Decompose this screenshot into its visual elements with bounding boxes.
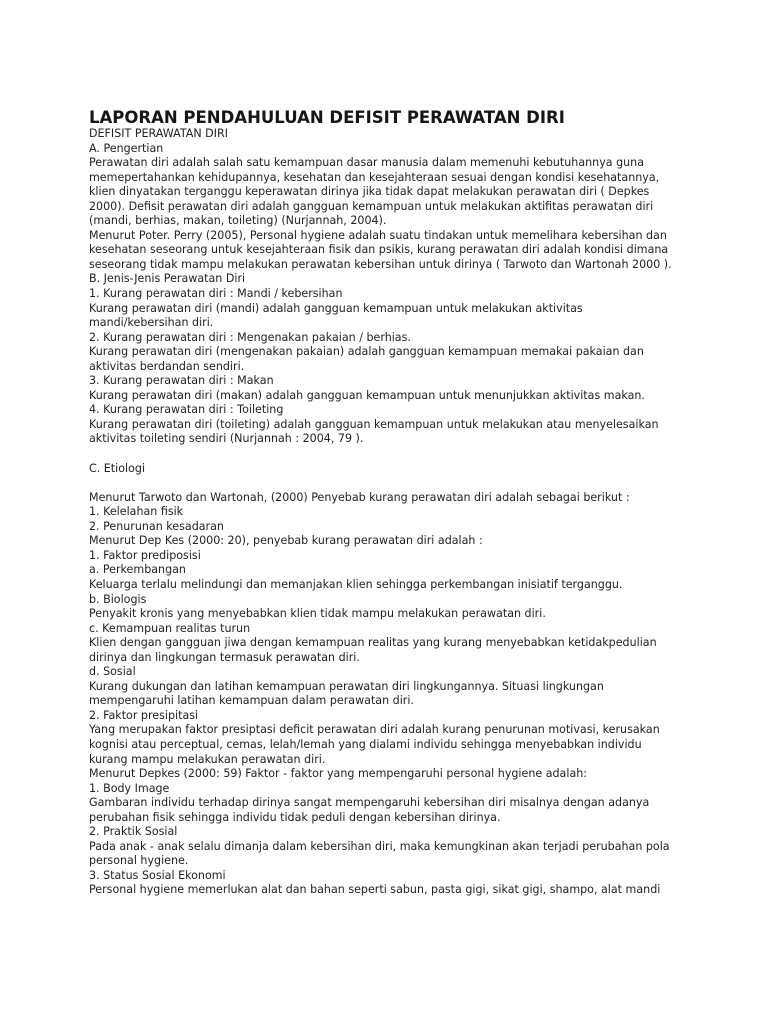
document-title: LAPORAN PENDAHULUAN DEFISIT PERAWATAN DIRI xyxy=(89,108,565,127)
text-line: Personal hygiene memerlukan alat dan bahan seperti sabun, pasta gigi, sikat gigi, shampo, alat mandi xyxy=(89,883,661,897)
text-line: a. Perkembangan xyxy=(89,563,186,577)
text-line: perubahan fisik sehingga individu tidak peduli dengan kebersihan dirinya. xyxy=(89,810,501,824)
text-line: kognisi atau perceptual, cemas, lelah/lemah yang dialami individu sehingga menyebabkan individu xyxy=(89,737,642,751)
text-line: 2. Kurang perawatan diri : Mengenakan pakaian / berhias. xyxy=(89,330,411,344)
text-line: mempengaruhi latihan kemampuan dalam perawatan diri. xyxy=(89,694,414,708)
text-line: Penyakit kronis yang menyebabkan klien tidak mampu melakukan perawatan diri. xyxy=(89,607,546,621)
text-line: aktivitas berdandan sendiri. xyxy=(89,359,245,373)
text-line: dirinya dan lingkungan termasuk perawatan diri. xyxy=(89,650,360,664)
text-line: Perawatan diri adalah salah satu kemampuan dasar manusia dalam memenuhi kebutuhannya guna xyxy=(89,156,644,170)
text-line: Yang merupakan faktor presiptasi deficit perawatan diri adalah kurang penurunan motivasi, kerusakan xyxy=(89,723,660,737)
text-line: C. Etiologi xyxy=(89,461,146,475)
text-line: Kurang perawatan diri (makan) adalah gangguan kemampuan untuk menunjukkan aktivitas makan. xyxy=(89,388,645,402)
text-line: 1. Kurang perawatan diri : Mandi / kebersihan xyxy=(89,287,343,301)
text-line: Keluarga terlalu melindungi dan memanjakan klien sehingga perkembangan inisiatif terganggu. xyxy=(89,577,623,591)
document-body xyxy=(89,127,699,898)
text-line: B. Jenis-Jenis Perawatan Diri xyxy=(89,272,246,286)
text-line: kesehatan seseorang untuk kesejahteraan fisik dan psikis, kurang perawatan diri adalah kondisi dimana xyxy=(89,243,669,257)
text-line: 2. Faktor presipitasi xyxy=(89,708,199,722)
text-line: personal hygiene. xyxy=(89,854,189,868)
blank-line xyxy=(89,447,699,462)
text-line: Gambaran individu terhadap dirinya sangat mempengaruhi kebersihan diri misalnya dengan adanya xyxy=(89,796,650,810)
text-line: 3. Status Sosial Ekonomi xyxy=(89,868,226,882)
text-line: 2. Penurunan kesadaran xyxy=(89,519,224,533)
text-line: b. Biologis xyxy=(89,592,147,606)
text-line: 3. Kurang perawatan diri : Makan xyxy=(89,374,274,388)
text-line: 2. Praktik Sosial xyxy=(89,825,178,839)
text-line: c. Kemampuan realitas turun xyxy=(89,621,251,635)
text-line: Kurang perawatan diri (mengenakan pakaian) adalah gangguan kemampuan memakai pakaian dan xyxy=(89,345,644,359)
text-line: mandi/kebersihan diri. xyxy=(89,316,214,330)
text-line: 2000). Defisit perawatan diri adalah gangguan kemampuan untuk melakukan aktifitas perawatan diri xyxy=(89,199,654,213)
text-line: DEFISIT PERAWATAN DIRI xyxy=(89,127,228,140)
text-line: kurang mampu melakukan perawatan diri. xyxy=(89,752,326,766)
text-line: Menurut Dep Kes (2000: 20), penyebab kurang perawatan diri adalah : xyxy=(89,534,483,548)
text-line: (mandi, berhias, makan, toileting) (Nurjannah, 2004). xyxy=(89,214,387,228)
text-line: Klien dengan gangguan jiwa dengan kemampuan realitas yang kurang menyebabkan ketidakpedulian xyxy=(89,636,657,650)
text-line: d. Sosial xyxy=(89,665,136,679)
text-line: seseorang tidak mampu melakukan perawatan kebersihan untuk dirinya ( Tarwoto dan Wartonah 2000 ). xyxy=(89,257,672,271)
text-line: Menurut Tarwoto dan Wartonah, (2000) Penyebab kurang perawatan diri adalah sebagai berikut : xyxy=(89,490,630,504)
text-line: 1. Kelelahan fisik xyxy=(89,505,184,519)
text-line: Kurang perawatan diri (toileting) adalah gangguan kemampuan untuk melakukan atau menyelesaikan xyxy=(89,417,659,431)
text-line: memepertahankan kehidupannya, kesehatan dan kesejahteraan sesuai dengan kondisi kesehatannya, xyxy=(89,170,660,184)
text-line: Pada anak - anak selalu dimanja dalam kebersihan diri, maka kemungkinan akan terjadi perubahan pola xyxy=(89,839,670,853)
text-line: Menurut Depkes (2000: 59) Faktor - faktor yang mempengaruhi personal hygiene adalah: xyxy=(89,767,588,781)
text-line: Menurut Poter. Perry (2005), Personal hygiene adalah suatu tindakan untuk memelihara kebersihan dan xyxy=(89,228,667,242)
text-line: A. Pengertian xyxy=(89,141,164,155)
text-line: klien dinyatakan terganggu keperawatan dirinya jika tidak dapat melakukan perawatan diri ( Depkes xyxy=(89,185,650,199)
text-line: Kurang perawatan diri (mandi) adalah gangguan kemampuan untuk melakukan aktivitas xyxy=(89,301,583,315)
text-line: 4. Kurang perawatan diri : Toileting xyxy=(89,403,284,417)
blank-line xyxy=(89,476,699,491)
text-line: 1. Faktor prediposisi xyxy=(89,548,201,562)
text-line: aktivitas toileting sendiri (Nurjannah : 2004, 79 ). xyxy=(89,432,364,446)
text-line: 1. Body Image xyxy=(89,781,170,795)
text-line: Kurang dukungan dan latihan kemampuan perawatan diri lingkungannya. Situasi lingkungan xyxy=(89,679,604,693)
